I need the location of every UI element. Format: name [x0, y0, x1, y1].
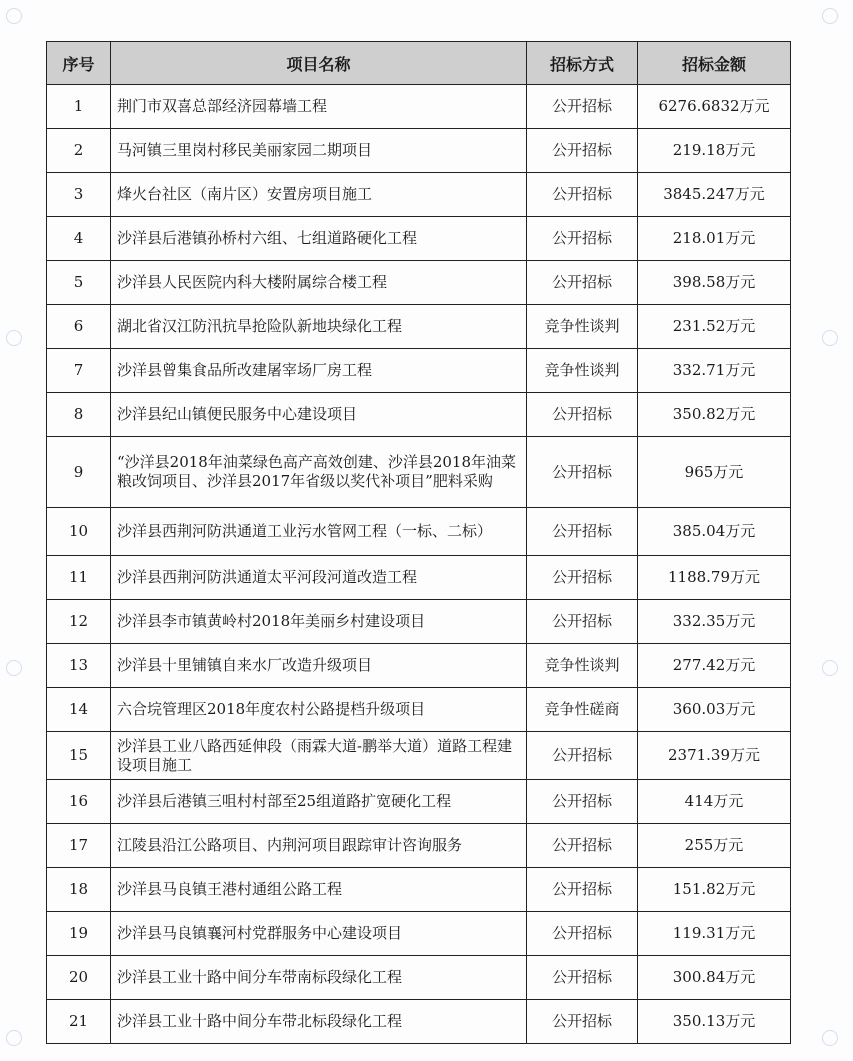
header-method: 招标方式 [527, 42, 638, 85]
row-no: 1 [47, 85, 111, 129]
row-name: 荆门市双喜总部经济园幕墙工程 [111, 85, 527, 129]
row-amount: 1188.79万元 [638, 556, 791, 600]
row-method: 公开招标 [527, 85, 638, 129]
row-amount: 3845.247万元 [638, 173, 791, 217]
row-method: 公开招标 [527, 393, 638, 437]
table-row [47, 437, 791, 508]
row-method: 公开招标 [527, 556, 638, 600]
row-method: 公开招标 [527, 732, 638, 780]
table-row [47, 780, 791, 824]
watermark-logo-icon [6, 1030, 22, 1046]
row-name: 烽火台社区（南片区）安置房项目施工 [111, 173, 527, 217]
header-no: 序号 [47, 42, 111, 85]
row-method: 公开招标 [527, 600, 638, 644]
table-row [47, 349, 791, 393]
table-row [47, 393, 791, 437]
table-row [47, 956, 791, 1000]
row-amount: 219.18万元 [638, 129, 791, 173]
row-method: 竞争性磋商 [527, 688, 638, 732]
row-name: 沙洋县后港镇三咀村村部至25组道路扩宽硬化工程 [111, 780, 527, 824]
header-name: 项目名称 [111, 42, 527, 85]
row-name: 沙洋县曾集食品所改建屠宰场厂房工程 [111, 349, 527, 393]
row-method: 公开招标 [527, 508, 638, 556]
row-method: 竞争性谈判 [527, 305, 638, 349]
row-name: 沙洋县工业十路中间分车带南标段绿化工程 [111, 956, 527, 1000]
row-amount: 350.82万元 [638, 393, 791, 437]
table-row [47, 912, 791, 956]
row-no: 16 [47, 780, 111, 824]
row-no: 7 [47, 349, 111, 393]
row-method: 公开招标 [527, 129, 638, 173]
row-no: 10 [47, 508, 111, 556]
row-name: 沙洋县李市镇黄岭村2018年美丽乡村建设项目 [111, 600, 527, 644]
row-no: 12 [47, 600, 111, 644]
row-amount: 332.35万元 [638, 600, 791, 644]
row-method: 竞争性谈判 [527, 349, 638, 393]
table-row [47, 1000, 791, 1044]
watermark-logo-icon [822, 330, 838, 346]
row-name: 沙洋县马良镇王港村通组公路工程 [111, 868, 527, 912]
table-row [47, 305, 791, 349]
row-name: 江陵县沿江公路项目、内荆河项目跟踪审计咨询服务 [111, 824, 527, 868]
watermark-logo-icon [6, 8, 22, 24]
row-no: 3 [47, 173, 111, 217]
table-row [47, 556, 791, 600]
table-row [47, 868, 791, 912]
row-amount: 6276.6832万元 [638, 85, 791, 129]
row-amount: 398.58万元 [638, 261, 791, 305]
row-method: 公开招标 [527, 868, 638, 912]
row-amount: 385.04万元 [638, 508, 791, 556]
table-row [47, 173, 791, 217]
row-name: 沙洋县工业八路西延伸段（雨霖大道-鹏举大道）道路工程建设项目施工 [111, 732, 527, 780]
row-method: 公开招标 [527, 824, 638, 868]
row-name: “沙洋县2018年油菜绿色高产高效创建、沙洋县2018年油菜粮改饲项目、沙洋县2017年省级以奖代补项目”肥料采购 [111, 437, 527, 508]
row-name: 沙洋县西荆河防洪通道太平河段河道改造工程 [111, 556, 527, 600]
table-row [47, 85, 791, 129]
watermark-logo-icon [822, 8, 838, 24]
row-method: 公开招标 [527, 437, 638, 508]
row-no: 20 [47, 956, 111, 1000]
row-name: 沙洋县工业十路中间分车带北标段绿化工程 [111, 1000, 527, 1044]
row-amount: 151.82万元 [638, 868, 791, 912]
watermark-logo-icon [822, 1030, 838, 1046]
row-amount: 360.03万元 [638, 688, 791, 732]
row-name: 沙洋县后港镇孙桥村六组、七组道路硬化工程 [111, 217, 527, 261]
row-name: 六合垸管理区2018年度农村公路提档升级项目 [111, 688, 527, 732]
row-amount: 255万元 [638, 824, 791, 868]
watermark-logo-icon [6, 330, 22, 346]
row-name: 沙洋县马良镇襄河村党群服务中心建设项目 [111, 912, 527, 956]
row-method: 公开招标 [527, 956, 638, 1000]
row-no: 17 [47, 824, 111, 868]
row-amount: 300.84万元 [638, 956, 791, 1000]
row-no: 5 [47, 261, 111, 305]
row-method: 公开招标 [527, 912, 638, 956]
table-row [47, 508, 791, 556]
row-amount: 277.42万元 [638, 644, 791, 688]
row-method: 公开招标 [527, 173, 638, 217]
row-amount: 414万元 [638, 780, 791, 824]
row-amount: 965万元 [638, 437, 791, 508]
row-name: 湖北省汉江防汛抗旱抢险队新地块绿化工程 [111, 305, 527, 349]
table-row [47, 644, 791, 688]
table-row [47, 261, 791, 305]
table-row [47, 688, 791, 732]
row-method: 公开招标 [527, 261, 638, 305]
row-amount: 119.31万元 [638, 912, 791, 956]
row-name: 马河镇三里岗村移民美丽家园二期项目 [111, 129, 527, 173]
watermark-logo-icon [6, 660, 22, 676]
row-amount: 350.13万元 [638, 1000, 791, 1044]
row-name: 沙洋县十里铺镇自来水厂改造升级项目 [111, 644, 527, 688]
table-row [47, 217, 791, 261]
watermark-logo-icon [822, 660, 838, 676]
table-row [47, 600, 791, 644]
row-no: 6 [47, 305, 111, 349]
row-no: 2 [47, 129, 111, 173]
row-name: 沙洋县西荆河防洪通道工业污水管网工程（一标、二标） [111, 508, 527, 556]
row-method: 公开招标 [527, 217, 638, 261]
row-no: 19 [47, 912, 111, 956]
tender-table [46, 41, 791, 1044]
table-row [47, 129, 791, 173]
table-row [47, 824, 791, 868]
table-row [47, 732, 791, 780]
row-no: 21 [47, 1000, 111, 1044]
row-method: 竞争性谈判 [527, 644, 638, 688]
row-method: 公开招标 [527, 780, 638, 824]
header-amount: 招标金额 [638, 42, 791, 85]
row-name: 沙洋县纪山镇便民服务中心建设项目 [111, 393, 527, 437]
row-no: 11 [47, 556, 111, 600]
row-amount: 332.71万元 [638, 349, 791, 393]
row-no: 9 [47, 437, 111, 508]
row-no: 4 [47, 217, 111, 261]
row-no: 13 [47, 644, 111, 688]
row-no: 15 [47, 732, 111, 780]
row-amount: 218.01万元 [638, 217, 791, 261]
row-amount: 2371.39万元 [638, 732, 791, 780]
row-no: 8 [47, 393, 111, 437]
row-no: 14 [47, 688, 111, 732]
row-no: 18 [47, 868, 111, 912]
row-name: 沙洋县人民医院内科大楼附属综合楼工程 [111, 261, 527, 305]
row-amount: 231.52万元 [638, 305, 791, 349]
header-row [47, 42, 791, 85]
row-method: 公开招标 [527, 1000, 638, 1044]
